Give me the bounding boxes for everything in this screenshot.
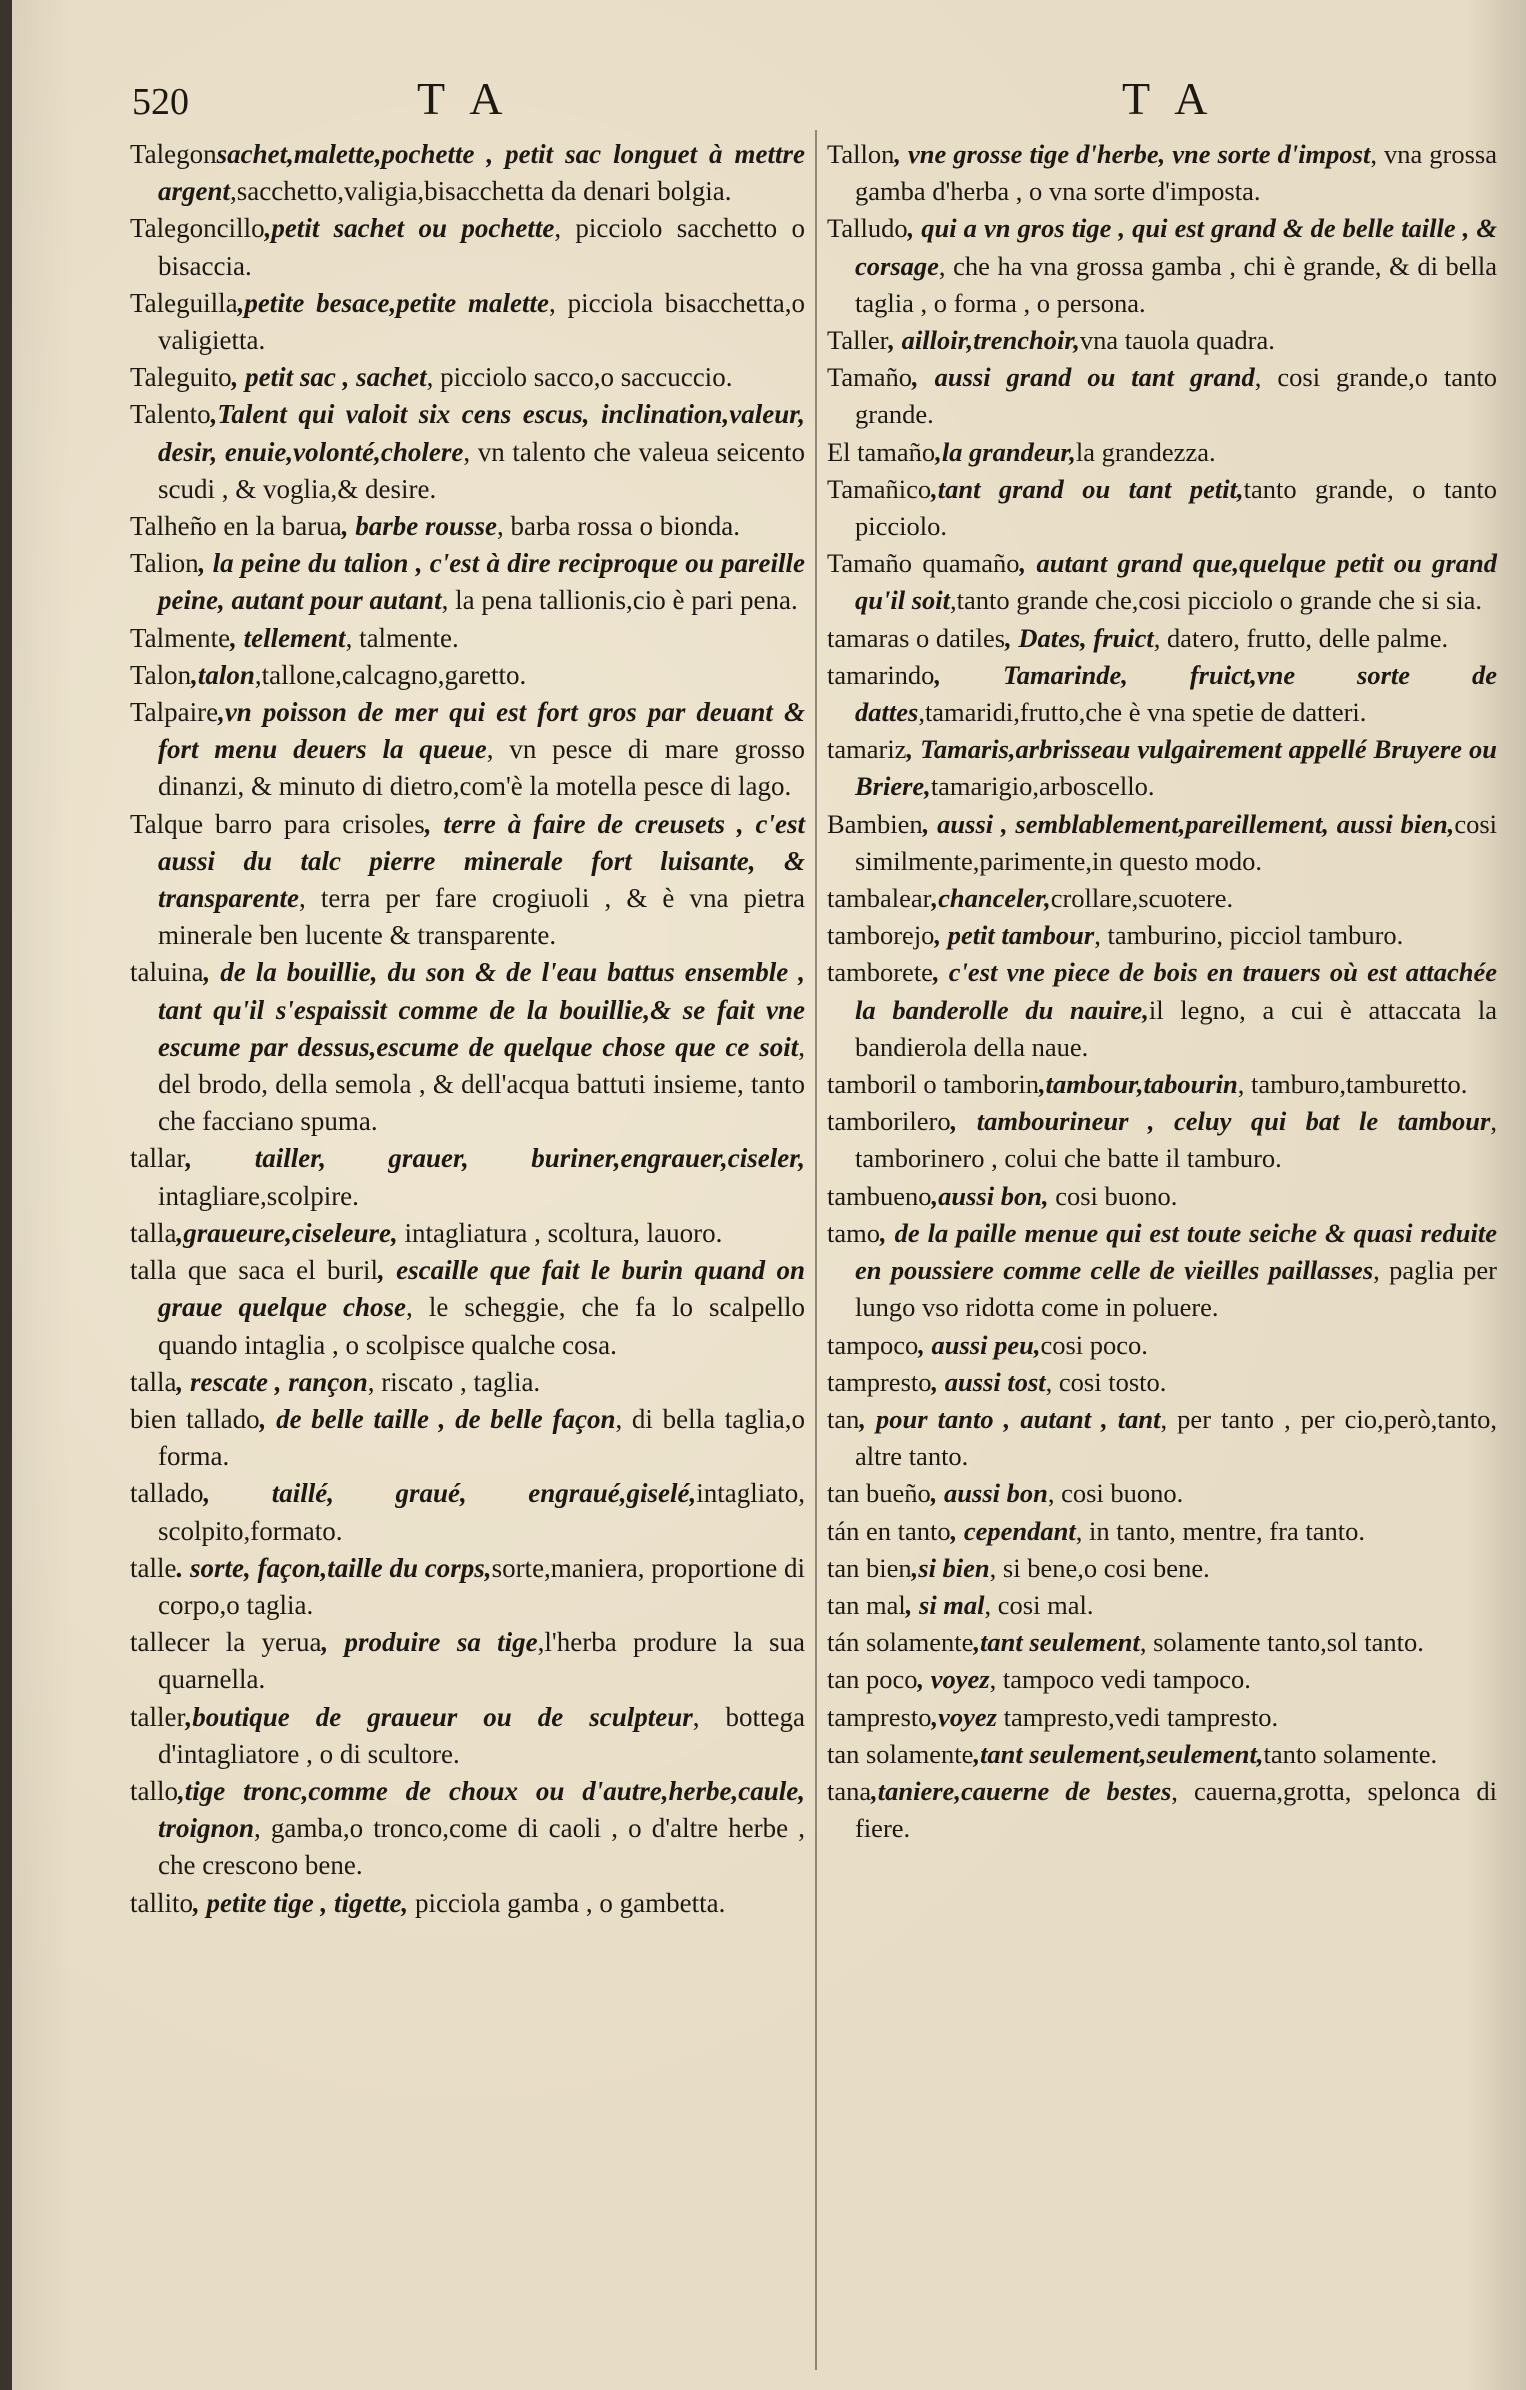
dictionary-entry [130, 1364, 805, 1401]
dictionary-entry [130, 620, 805, 657]
entry-italian-gloss: tamarigio,arboscello. [930, 771, 1155, 802]
entry-italian-gloss: ,sacchetto,valigia,bisacchetta da denari bolgia. [230, 176, 732, 207]
entry-french-gloss: , c'est vne piece de bois en trauers où est attachée la banderolle du nauire, [855, 957, 1497, 1025]
entry-french-gloss: , tambourineur , celuy qui bat le tambour [950, 1106, 1491, 1137]
entry-french-gloss: , vne grosse tige d'herbe, vne sorte d'impost [894, 139, 1371, 169]
dictionary-entry [130, 806, 805, 955]
entry-french-gloss: , aussi , semblablement,pareillement, aussi bien, [922, 808, 1455, 839]
dictionary-entry [827, 471, 1497, 545]
entry-italian-gloss: , di bella taglia,o forma. [158, 1403, 806, 1472]
entry-french-gloss: ,tambour,tabourin [1038, 1069, 1238, 1100]
entry-french-gloss: , si mal [905, 1589, 985, 1620]
entry-headword: tan solamente [827, 1738, 974, 1769]
entry-italian-gloss: , cosi mal. [984, 1589, 1094, 1620]
entry-headword: bien tallado [130, 1403, 260, 1434]
entry-italian-gloss: intagliatura , scoltura, lauoro. [397, 1217, 723, 1248]
entry-french-gloss: , aussi peu, [918, 1329, 1041, 1360]
entry-headword: tamarindo [827, 659, 935, 690]
entry-italian-gloss: , picciolo sacco,o saccuccio. [426, 362, 733, 393]
dictionary-entry [827, 1773, 1497, 1847]
entry-french-gloss: , autant grand que,quelque petit ou grand qu'il soit [855, 548, 1497, 616]
entry-headword: Talon [130, 659, 192, 690]
entry-french-gloss: , aussi bon [930, 1478, 1048, 1509]
dictionary-entry [130, 657, 805, 694]
entry-french-gloss: ,talon [191, 659, 255, 690]
dictionary-entry [130, 1475, 805, 1549]
entry-french-gloss: ,tant grand ou tant petit, [931, 473, 1244, 504]
entry-headword: taluina [130, 957, 204, 988]
entry-italian-gloss: cosi similmente,parimente,in questo modo. [855, 808, 1497, 876]
dictionary-entry [827, 136, 1497, 210]
entry-french-gloss: , rescate , rançon [176, 1366, 368, 1397]
dictionary-entry [130, 210, 805, 284]
dictionary-entry [827, 954, 1497, 1066]
dictionary-entry [130, 1140, 805, 1214]
entry-french-gloss: ,boutique de graueur ou de sculpteur [185, 1701, 693, 1732]
dictionary-entry [827, 1661, 1497, 1698]
column-divider [815, 130, 817, 2370]
dictionary-entry [130, 1252, 805, 1364]
dictionary-entry [827, 1736, 1497, 1773]
entry-italian-gloss: , cosi grande,o tanto grande. [855, 362, 1497, 430]
entry-french-gloss: , escaille que fait le burin quand on graue quelque chose [158, 1255, 805, 1323]
entry-headword: Talheño en la barua [130, 511, 342, 542]
entry-french-gloss: , Tamarinde, fruict,vne sorte de dattes [855, 659, 1497, 728]
entry-italian-gloss: , le scheggie, che fa lo scalpello quando intaglia , o scolpisce qualche cosa. [158, 1292, 806, 1360]
entry-french-gloss: sachet,malette,pochette , petit sac longuet à mettre argent [158, 139, 805, 207]
dictionary-entry [130, 396, 805, 508]
dictionary-entry [827, 880, 1497, 917]
entry-french-gloss: , de la paille menue qui est toute seiche & quasi reduite en poussiere comme celle de vieilles paillasses [855, 1217, 1497, 1286]
dictionary-entry [130, 1699, 805, 1773]
entry-italian-gloss: , terra per fare crogiuoli , & è vna pietra minerale ben lucente & transparente. [158, 883, 805, 951]
entry-french-gloss: , de la bouillie, du son & de l'eau battus ensemble , tant qu'il s'espaissit comme de la bouillie,& se fait vne escume par dessus,escume de quelque chose que ce soit [158, 957, 805, 1062]
running-head-left: T A [417, 73, 511, 124]
entry-french-gloss: , de belle taille , de belle façon [259, 1403, 616, 1434]
dictionary-entry [827, 1550, 1497, 1587]
entry-headword: Talludo [827, 213, 908, 244]
entry-headword: tallecer la yerua [130, 1627, 322, 1658]
entry-french-gloss: ,si bien [911, 1552, 990, 1583]
running-head-right: T A [1122, 73, 1216, 124]
entry-headword: tamaras o datiles [827, 622, 1006, 653]
entry-headword: talla [130, 1217, 177, 1248]
entry-italian-gloss: ,l'herba produre la sua quarnella. [158, 1627, 805, 1695]
entry-headword: tan [827, 1403, 860, 1434]
entry-italian-gloss: tanto grande, o tanto picciolo. [855, 473, 1497, 542]
entry-french-gloss: , produire sa tige [321, 1627, 538, 1658]
dictionary-entry [827, 620, 1497, 657]
entry-italian-gloss: ,tamaridi,frutto,che è vna spetie de datteri. [918, 697, 1367, 728]
entry-french-gloss: ,Talent qui valoit six cens escus, inclination,valeur, desir, enuie,volonté,cholere [158, 399, 805, 467]
dictionary-entry [130, 508, 805, 545]
entry-headword: tallito [130, 1887, 193, 1918]
entry-italian-gloss: , riscato , taglia. [367, 1366, 541, 1397]
entry-italian-gloss: , la pena tallionis,cio è pari pena. [441, 585, 798, 616]
entry-french-gloss: , Dates, fruict [1005, 622, 1154, 653]
dictionary-entry [827, 1066, 1497, 1103]
entry-italian-gloss: , per tanto , per cio,però,tanto, altre tanto. [855, 1403, 1497, 1472]
entry-french-gloss: ,aussi bon, [931, 1180, 1049, 1211]
dictionary-entry [130, 1885, 805, 1922]
entry-italian-gloss: , in tanto, mentre, fra tanto. [1075, 1515, 1365, 1546]
entry-italian-gloss: , barba rossa o bionda. [497, 511, 740, 542]
dictionary-entry [130, 1550, 805, 1624]
entry-french-gloss: , petit tambour [934, 920, 1095, 951]
entry-headword: tán en tanto [827, 1515, 951, 1546]
entry-french-gloss: , pour tanto , autant , tant [859, 1403, 1161, 1434]
entry-french-gloss: , taillé, graué, engraué,giselé, [203, 1478, 697, 1509]
entry-french-gloss: ,petite besace,petite malette [237, 287, 550, 318]
entry-italian-gloss: , picciola bisacchetta,o valigietta. [158, 287, 805, 356]
entry-french-gloss: , Tamaris,arbrisseau vulgairement appellé Bruyere ou Briere, [855, 734, 1497, 802]
entry-italian-gloss: , che ha vna grossa gamba , chi è grande, & di bella taglia , o forma , o persona. [855, 250, 1497, 318]
dictionary-entry [827, 1475, 1497, 1512]
entry-french-gloss: ,voyez [931, 1701, 997, 1732]
entry-italian-gloss: , vn pesce di mare grosso dinanzi, & minuto di dietro,com'è la motella pesce di lago. [158, 734, 805, 802]
entry-french-gloss: ,vn poisson de mer qui est fort gros par deuant & fort menu deuers la queue [158, 697, 805, 765]
entry-headword: Talegoncillo [130, 213, 265, 244]
dictionary-entry [827, 1624, 1497, 1661]
entry-headword: tallo [130, 1775, 178, 1806]
dictionary-entry [827, 1327, 1497, 1364]
entry-french-gloss: ,taniere,cauerne de bestes [871, 1775, 1172, 1806]
left-column [130, 136, 805, 1922]
entry-headword: Tallon [827, 139, 895, 169]
running-head [12, 72, 1526, 132]
entry-italian-gloss: , del brodo, della semola , & dell'acqua battuti insieme, tanto che facciano spuma. [158, 1031, 805, 1137]
entry-french-gloss: , aussi tost [931, 1366, 1046, 1397]
entry-headword: tamo [827, 1217, 880, 1248]
entry-italian-gloss: , cosi tosto. [1045, 1366, 1167, 1397]
entry-french-gloss: , petit sac , sachet [231, 362, 427, 393]
entry-french-gloss: , tellement [230, 622, 346, 653]
entry-italian-gloss: intagliato, scolpito,formato. [158, 1478, 805, 1546]
entry-french-gloss: , tailler, grauer, buriner,engrauer,ciseler, [185, 1143, 805, 1174]
dictionary-entry [130, 694, 805, 806]
dictionary-entry [827, 1364, 1497, 1401]
entry-headword: taller [130, 1701, 186, 1732]
dictionary-entry [827, 1699, 1497, 1736]
dictionary-entry [130, 545, 805, 619]
dictionary-entry [827, 657, 1497, 731]
entry-italian-gloss: , si bene,o cosi bene. [989, 1552, 1210, 1583]
entry-headword: tan bueño [827, 1478, 931, 1509]
right-column [827, 136, 1497, 1847]
entry-headword: Talque barro para crisoles [130, 808, 425, 839]
entry-headword: tan bien [827, 1552, 912, 1583]
dictionary-entry [827, 1513, 1497, 1550]
entry-italian-gloss: , datero, frutto, delle palme. [1153, 622, 1449, 653]
entry-headword: tampoco [827, 1329, 919, 1360]
entry-italian-gloss: , tamborinero , colui che batte il tamburo. [855, 1106, 1497, 1174]
entry-headword: Talmente [130, 622, 231, 653]
dictionary-entry [130, 1401, 805, 1475]
entry-headword: tamborilero [827, 1106, 951, 1137]
entry-french-gloss: , cependant [950, 1515, 1076, 1546]
dictionary-entry [827, 359, 1497, 433]
dictionary-page [12, 0, 1526, 2390]
entry-italian-gloss: ,tanto grande che,cosi picciolo o grande che si sia. [950, 585, 1483, 616]
entry-headword: tamariz [827, 734, 907, 765]
entry-french-gloss: , voyez [917, 1664, 990, 1695]
entry-italian-gloss: , tamburino, picciol tamburo. [1094, 920, 1404, 951]
entry-italian-gloss: ,tallone,calcagno,garetto. [254, 659, 527, 690]
entry-headword: tallado [130, 1478, 204, 1509]
dictionary-entry [827, 917, 1497, 954]
entry-headword: talla que saca el buril [130, 1255, 378, 1286]
entry-headword: tallar [130, 1143, 186, 1174]
dictionary-entry [827, 1103, 1497, 1177]
entry-french-gloss: , qui a vn gros tige , qui est grand & de belle taille , & corsage [855, 213, 1497, 281]
page-number: 520 [132, 81, 189, 123]
entry-italian-gloss: , solamente tanto,sol tanto. [1139, 1627, 1424, 1658]
entry-french-gloss: ,graueure,ciseleure, [176, 1217, 398, 1248]
entry-headword: Bambien [827, 808, 923, 839]
dictionary-entry [130, 1773, 805, 1885]
entry-italian-gloss: sorte,maniera, proportione di corpo,o taglia. [158, 1552, 805, 1620]
entry-headword: tán solamente [827, 1627, 974, 1658]
entry-italian-gloss: , cauerna,grotta, spelonca di fiere. [855, 1775, 1497, 1844]
entry-french-gloss: , la peine du talion , c'est à dire reciproque ou pareille peine, autant pour autant [158, 548, 805, 616]
dictionary-entry [130, 1624, 805, 1698]
entry-french-gloss: ,tige tronc,comme de choux ou d'autre,herbe,caule, troignon [158, 1775, 805, 1844]
entry-headword: tamborete [827, 957, 933, 988]
entry-headword: El tamaño [827, 436, 936, 467]
dictionary-entry [827, 210, 1497, 322]
entry-italian-gloss: tampresto,vedi tampresto. [996, 1701, 1279, 1732]
dictionary-entry [827, 1215, 1497, 1327]
entry-french-gloss: ,tant seulement [973, 1627, 1140, 1658]
entry-headword: Taleguito [130, 362, 232, 393]
entry-italian-gloss: , vn talento che valeua seicento scudi , & voglia,& desire. [158, 436, 805, 504]
entry-italian-gloss: , picciolo sacchetto o bisaccia. [158, 213, 805, 281]
entry-headword: Talpaire [130, 697, 219, 728]
entry-headword: Talion [130, 548, 199, 579]
entry-french-gloss: , barbe rousse [341, 511, 498, 542]
entry-headword: Taleguilla [130, 287, 238, 318]
dictionary-entry [827, 1401, 1497, 1475]
entry-headword: tan poco [827, 1664, 918, 1695]
dictionary-entry [130, 954, 805, 1140]
entry-italian-gloss: tanto solamente. [1263, 1738, 1438, 1769]
entry-italian-gloss: il legno, a cui è attaccata la bandierola della naue. [855, 994, 1497, 1062]
dictionary-entry [130, 359, 805, 396]
entry-italian-gloss: picciola gamba , o gambetta. [408, 1887, 726, 1918]
entry-italian-gloss: , vna grossa gamba d'herba , o vna sorte d'imposta. [855, 139, 1497, 207]
entry-french-gloss: . sorte, façon,taille du corps, [176, 1552, 492, 1583]
entry-french-gloss: ,tant seulement,seulement, [973, 1738, 1264, 1769]
entry-italian-gloss: la grandezza. [1075, 436, 1216, 467]
entry-headword: talle [130, 1552, 177, 1583]
entry-headword: tampresto [827, 1366, 932, 1397]
entry-french-gloss: , ailloir,trenchoir, [888, 325, 1080, 356]
entry-headword: Talento [130, 399, 211, 430]
entry-italian-gloss: , cosi buono. [1047, 1478, 1184, 1509]
entry-italian-gloss: intagliare,scolpire. [158, 1180, 359, 1211]
dictionary-entry [130, 285, 805, 359]
entry-italian-gloss: , tampoco vedi tampoco. [989, 1664, 1251, 1695]
entry-italian-gloss: , gamba,o tronco,come di caoli , o d'altre herbe , che crescono bene. [158, 1813, 805, 1881]
dictionary-entry [827, 1178, 1497, 1215]
entry-french-gloss: , terre à faire de creusets , c'est aussi du talc pierre minerale fort luisante, & transparente [158, 808, 806, 914]
dictionary-entry [827, 322, 1497, 359]
dictionary-entry [130, 1215, 805, 1252]
entry-italian-gloss: , talmente. [345, 622, 459, 653]
entry-french-gloss: , aussi grand ou tant grand [911, 362, 1255, 393]
entry-headword: tambalear [827, 883, 932, 914]
dictionary-entry [827, 1587, 1497, 1624]
entry-french-gloss: , petite tige , tigette, [193, 1887, 409, 1918]
entry-italian-gloss: , paglia per lungo vso ridotta come in poluere. [855, 1255, 1498, 1323]
entry-italian-gloss: crollare,scuotere. [1050, 883, 1234, 914]
entry-italian-gloss: cosi buono. [1048, 1180, 1178, 1211]
entry-french-gloss: ,la grandeur, [935, 436, 1076, 467]
entry-headword: tana [827, 1775, 872, 1806]
entry-italian-gloss: vna tauola quadra. [1079, 325, 1275, 356]
entry-headword: tamboril o tamborin [827, 1069, 1039, 1100]
dictionary-entry [827, 434, 1497, 471]
entry-headword: tampresto [827, 1701, 932, 1732]
entry-headword: tambueno [827, 1180, 932, 1211]
entry-headword: talla [130, 1366, 177, 1397]
entry-headword: Tamaño [827, 362, 912, 393]
entry-headword: Tamaño quamaño [827, 548, 1020, 579]
entry-french-gloss: ,petit sachet ou pochette [264, 213, 555, 244]
entry-headword: tamborejo [827, 920, 935, 951]
dictionary-entry [130, 136, 805, 210]
entry-headword: Tamañico [827, 473, 932, 504]
entry-french-gloss: ,chanceler, [931, 883, 1051, 914]
entry-italian-gloss: , bottega d'intagliatore , o di scultore. [158, 1701, 805, 1769]
entry-headword: Talegon [130, 139, 217, 169]
entry-italian-gloss: cosi poco. [1040, 1329, 1148, 1360]
entry-italian-gloss: , tamburo,tamburetto. [1237, 1069, 1468, 1100]
entry-headword: tan mal [827, 1589, 906, 1620]
entry-headword: Taller [827, 325, 889, 356]
dictionary-entry [827, 806, 1497, 880]
dictionary-entry [827, 731, 1497, 805]
dictionary-entry [827, 545, 1497, 619]
